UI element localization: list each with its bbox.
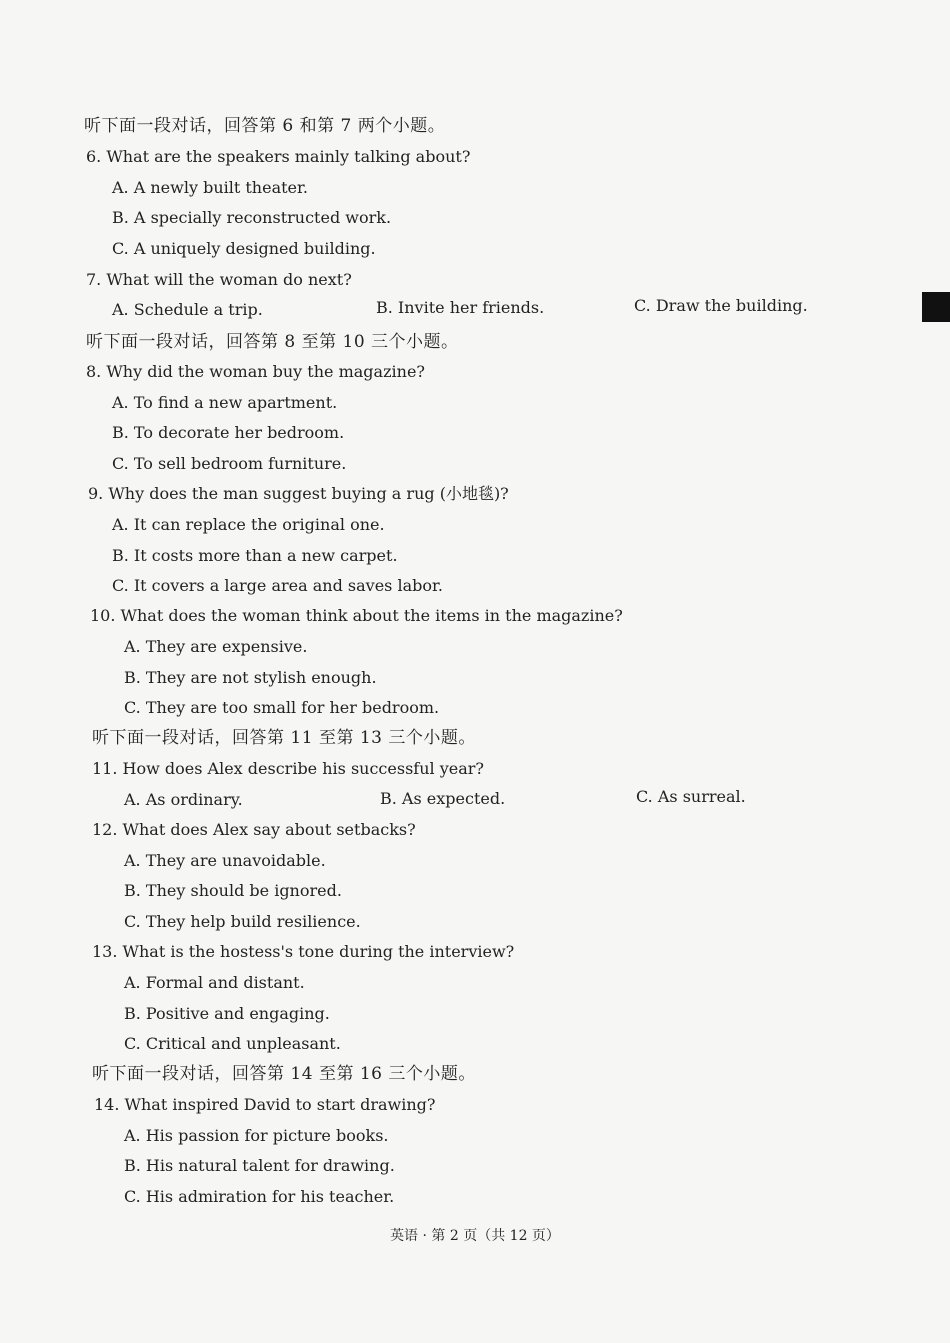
question-option: B. As expected. <box>380 789 506 808</box>
question-option: B. A specially reconstructed work. <box>112 208 392 227</box>
question-option: C. His admiration for his teacher. <box>124 1187 395 1206</box>
question-option: A. His passion for picture books. <box>124 1126 389 1145</box>
question-stem: 6. What are the speakers mainly talking about? <box>86 147 471 166</box>
question-option: A. As ordinary. <box>124 790 243 809</box>
question-option: C. Draw the building. <box>634 296 808 315</box>
question-option: A. It can replace the original one. <box>112 515 385 534</box>
question-option: B. Positive and engaging. <box>124 1004 330 1023</box>
question-option: A. Formal and distant. <box>124 973 305 992</box>
question-option: B. Invite her friends. <box>376 298 545 317</box>
question-stem: 11. How does Alex describe his successful year? <box>92 759 484 778</box>
section-instruction: 听下面一段对话，回答第 14 至第 16 三个小题。 <box>92 1064 476 1084</box>
question-stem: 12. What does Alex say about setbacks? <box>92 820 416 839</box>
section-instruction: 听下面一段对话，回答第 11 至第 13 三个小题。 <box>92 728 476 748</box>
question-option: B. They are not stylish enough. <box>124 668 377 687</box>
question-option: A. Schedule a trip. <box>112 300 263 319</box>
question-option: C. To sell bedroom furniture. <box>112 454 347 473</box>
question-option: B. It costs more than a new carpet. <box>112 546 398 565</box>
question-option: C. They help build resilience. <box>124 912 361 931</box>
question-option: A. They are unavoidable. <box>124 851 326 870</box>
question-option: B. To decorate her bedroom. <box>112 423 345 442</box>
question-option: B. They should be ignored. <box>124 881 342 900</box>
question-option: A. A newly built theater. <box>112 178 308 197</box>
question-option: A. They are expensive. <box>124 637 308 656</box>
question-stem: 10. What does the woman think about the items in the magazine? <box>90 606 623 625</box>
question-stem: 7. What will the woman do next? <box>86 270 352 289</box>
section-instruction: 听下面一段对话，回答第 6 和第 7 两个小题。 <box>84 116 446 136</box>
question-option: B. His natural talent for drawing. <box>124 1156 395 1175</box>
question-stem: 8. Why did the woman buy the magazine? <box>86 362 425 381</box>
question-stem: 13. What is the hostess's tone during the interview? <box>92 942 515 961</box>
question-stem: 9. Why does the man suggest buying a rug (小地毯)? <box>88 484 509 503</box>
question-option: C. As surreal. <box>636 787 746 806</box>
margin-marker <box>922 292 950 322</box>
question-option: C. A uniquely designed building. <box>112 239 376 258</box>
section-instruction: 听下面一段对话，回答第 8 至第 10 三个小题。 <box>86 332 459 352</box>
question-option: A. To find a new apartment. <box>112 393 338 412</box>
question-stem: 14. What inspired David to start drawing? <box>94 1095 436 1114</box>
question-option: C. They are too small for her bedroom. <box>124 698 440 717</box>
question-option: C. Critical and unpleasant. <box>124 1034 341 1053</box>
question-option: C. It covers a large area and saves labor. <box>112 576 443 595</box>
page-footer: 英语 · 第 2 页（共 12 页） <box>390 1228 560 1244</box>
